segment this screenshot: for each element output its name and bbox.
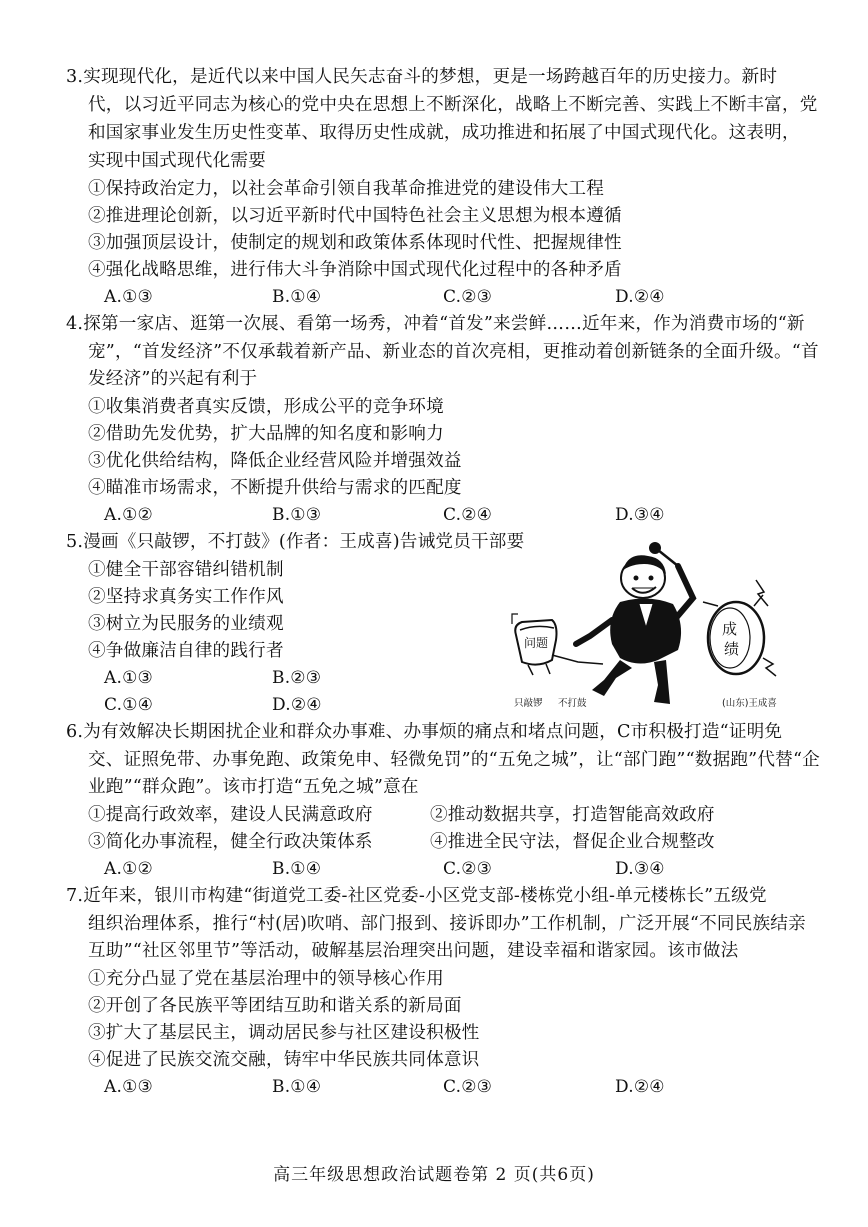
option-item: ①保持政治定力，以社会革命引领自我革命推进党的建设伟大工程 (88, 179, 605, 199)
stem-line: 互助”“社区邻里节”等活动，破解基层治理突出问题，建设幸福和谐家园。该市做法 (88, 941, 739, 961)
question-number: 7.近年来，银川市构建“街道党工委-社区党委-小区党支部-楼栋党小组-单元楼栋长”五级党 (66, 886, 767, 906)
stem-line: 漫画《只敲锣，不打鼓》(作者：王成喜)告诫党员干部要 (83, 532, 525, 552)
caption-author: (山东)王成喜 (722, 698, 777, 709)
caption-mid: 不打鼓 (558, 698, 587, 709)
option-item: ①健全干部容错纠错机制 (88, 560, 284, 580)
option-item: ④促进了民族交流交融，铸牢中华民族共同体意识 (88, 1050, 480, 1070)
gong-icon (512, 614, 603, 675)
stem-line: 组织治理体系，推行“村(居)吹哨、部门报到、接诉即办”工作机制，广泛开展“不同民族结亲 (88, 914, 806, 934)
answer-choice-c: C.②③ (443, 287, 493, 307)
question-number: 6.为有效解决长期困扰企业和群众办事难、办事烦的痛点和堵点问题，C市积极打造“证明免 (66, 722, 783, 742)
answer-choice-c: C.①④ (104, 695, 154, 715)
option-item: ②推动数据共享，打造智能高效政府 (430, 805, 715, 825)
option-item: ③树立为民服务的业绩观 (88, 614, 284, 634)
page-footer: 高三年级思想政治试题卷第 2 页(共6页) (273, 1165, 595, 1185)
option-item: ①提高行政效率，建设人民满意政府 (88, 805, 373, 825)
answer-choice-b: B.②③ (272, 668, 322, 688)
stem-line: 交、证照免带、办事免跑、政策免申、轻微免罚”的“五免之城”，让“部门跑”“数据跑”代替“企 (88, 750, 820, 770)
answer-choice-b: B.①③ (272, 505, 322, 525)
option-item: ②推进理论创新，以习近平新时代中国特色社会主义思想为根本遵循 (88, 206, 622, 226)
stem-line: 发经济”的兴起有利于 (88, 369, 258, 389)
option-item: ②借助先发优势，扩大品牌的知名度和影响力 (88, 424, 444, 444)
answer-choice-a: A.①② (104, 505, 153, 525)
answer-choice-d: D.③④ (615, 505, 665, 525)
drum-label-1: 成 (722, 620, 738, 638)
answer-choice-b: B.①④ (272, 287, 322, 307)
answer-choice-a: A.①③ (104, 668, 153, 688)
answer-choice-c: C.②③ (443, 1077, 493, 1097)
question-number: 4.探第一家店、逛第一次展、看第一场秀，冲着“首发”来尝鲜……近年来，作为消费市场的“新 (66, 314, 805, 334)
answer-choice-c: C.②④ (443, 505, 493, 525)
answer-choice-a: A.①③ (104, 287, 153, 307)
question-number: 3.实现现代化，是近代以来中国人民矢志奋斗的梦想，更是一场跨越百年的历史接力。新时 (66, 67, 778, 87)
option-item: ②开创了各民族平等团结互助和谐关系的新局面 (88, 996, 462, 1016)
stem-line: 宠”，“首发经济”不仅承载着新产品、新业态的首次亮相，更推动着创新链条的全面升级。“首 (88, 342, 819, 362)
stem-line: 业跑”“群众跑”。该市打造“五免之城”意在 (88, 777, 419, 797)
question-number: 5.漫画《只敲锣，不打鼓》(作者：王成喜)告诫党员干部要 (66, 532, 525, 552)
option-item: ②坚持求真务实工作作风 (88, 587, 284, 607)
option-item: ④推进全民守法，督促企业合规整改 (430, 832, 715, 852)
answer-choice-a: A.①② (104, 859, 153, 879)
option-item: ③扩大了基层民主，调动居民参与社区建设积极性 (88, 1023, 480, 1043)
stem-line: 实现中国式现代化需要 (88, 151, 266, 171)
cadre-figure-icon (576, 542, 693, 704)
answer-choice-a: A.①③ (104, 1077, 153, 1097)
option-item: ④强化战略思维，进行伟大斗争消除中国式现代化过程中的各种矛盾 (88, 260, 622, 280)
stem-line: 和国家事业发生历史性变革、取得历史性成就，成功推进和拓展了中国式现代化。这表明， (88, 123, 800, 143)
answer-choice-d: D.②④ (272, 695, 322, 715)
stem-line: 探第一家店、逛第一次展、看第一场秀，冲着“首发”来尝鲜……近年来，作为消费市场的“新 (83, 314, 805, 334)
option-item: ④争做廉洁自律的践行者 (88, 641, 284, 661)
answer-choice-c: C.②③ (443, 859, 493, 879)
option-item: ③优化供给结构，降低企业经营风险并增强效益 (88, 451, 462, 471)
option-item: ①收集消费者真实反馈，形成公平的竞争环境 (88, 397, 444, 417)
answer-choice-d: D.③④ (615, 859, 665, 879)
stem-line: 近年来，银川市构建“街道党工委-社区党委-小区党支部-楼栋党小组-单元楼栋长”五级党 (83, 886, 767, 906)
gong-label: 问题 (524, 636, 549, 650)
option-item: ③简化办事流程，健全行政决策体系 (88, 832, 373, 852)
option-item: ③加强顶层设计，使制定的规划和政策体系体现时代性、把握规律性 (88, 233, 622, 253)
option-item: ①充分凸显了党在基层治理中的领导核心作用 (88, 969, 444, 989)
cartoon-illustration (508, 540, 793, 715)
answer-choice-b: B.①④ (272, 859, 322, 879)
stem-line: 代，以习近平同志为核心的党中央在思想上不断深化，战略上不断完善、实践上不断丰富，党 (88, 95, 818, 115)
answer-choice-d: D.②④ (615, 287, 665, 307)
answer-choice-d: D.②④ (615, 1077, 665, 1097)
caption-left: 只敲锣 (514, 698, 543, 709)
stem-line: 实现现代化，是近代以来中国人民矢志奋斗的梦想，更是一场跨越百年的历史接力。新时 (83, 67, 778, 87)
answer-choice-b: B.①④ (272, 1077, 322, 1097)
stem-line: 为有效解决长期困扰企业和群众办事难、办事烦的痛点和堵点问题，C市积极打造“证明免 (83, 722, 783, 742)
option-item: ④瞄准市场需求，不断提升供给与需求的匹配度 (88, 478, 462, 498)
drum-label-2: 绩 (724, 640, 740, 658)
drum-icon (703, 580, 776, 676)
